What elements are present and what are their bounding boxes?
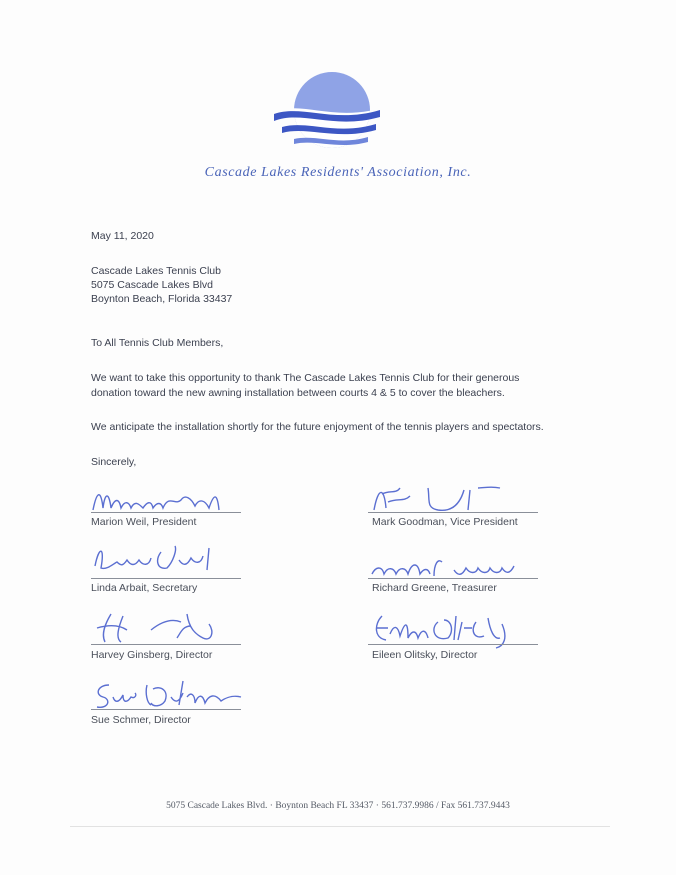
recipient-line: 5075 Cascade Lakes Blvd	[91, 279, 213, 291]
signatory-name: Mark Goodman, Vice President	[372, 516, 518, 528]
footer-address: 5075 Cascade Lakes Blvd. · Boynton Beach FL 33437 · 561.737.9986 / Fax 561.737.9443	[166, 801, 510, 811]
salutation: To All Tennis Club Members,	[91, 337, 224, 349]
signature-block	[91, 480, 251, 530]
letter-date: May 11, 2020	[91, 230, 154, 242]
signature-block	[91, 540, 251, 594]
closing: Sincerely,	[91, 456, 137, 468]
signatory-name: Harvey Ginsberg, Director	[91, 649, 213, 661]
body-paragraph: We anticipate the installation shortly for the future enjoyment of the tennis players and spectators.	[91, 421, 544, 433]
signatory-name: Marion Weil, President	[91, 516, 197, 528]
handwritten-signature	[91, 540, 251, 580]
signatory-name: Eileen Olitsky, Director	[372, 649, 478, 661]
signatory-name: Linda Arbait, Secretary	[91, 582, 198, 594]
recipient-line: Cascade Lakes Tennis Club	[91, 265, 221, 277]
paragraph-line: We want to take this opportunity to thank The Cascade Lakes Tennis Club for their generous	[91, 372, 520, 384]
wave-sun-logo-icon	[272, 70, 382, 160]
org-name: Cascade Lakes Residents' Association, Inc.	[204, 165, 472, 180]
signature-block	[91, 608, 251, 661]
signature-block	[91, 675, 251, 725]
recipient-address	[91, 264, 232, 306]
footer-divider	[70, 826, 610, 827]
handwritten-signature	[368, 480, 548, 520]
signature-block	[368, 608, 548, 661]
handwritten-signature	[91, 608, 251, 648]
signature-block	[368, 480, 548, 530]
signatory-name: Richard Greene, Treasurer	[372, 582, 497, 594]
signatory-name: Sue Schmer, Director	[91, 714, 191, 726]
signature-block	[368, 548, 548, 598]
recipient-line: Boynton Beach, Florida 33437	[91, 293, 233, 305]
paragraph-line: donation toward the new awning installation between courts 4 & 5 to cover the bleachers.	[91, 387, 505, 399]
handwritten-signature	[91, 480, 251, 520]
body-paragraph	[91, 371, 519, 401]
handwritten-signature	[368, 608, 548, 648]
